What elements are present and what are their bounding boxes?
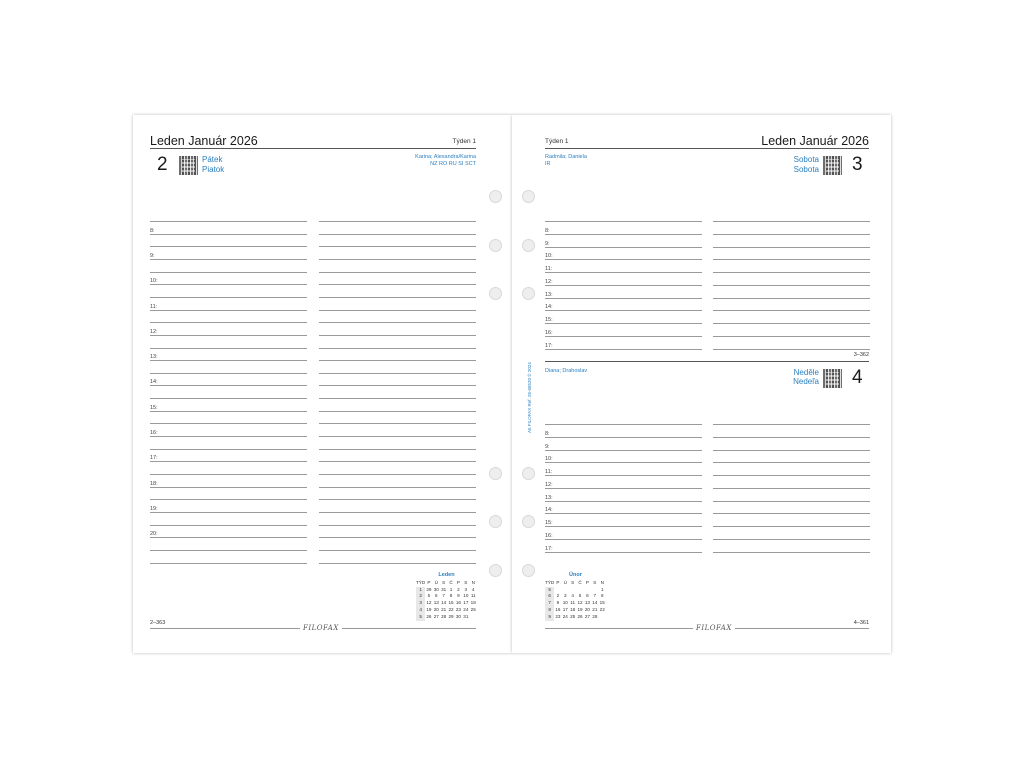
calendar-day-cell: 21	[592, 606, 598, 612]
hour-label: 10:	[150, 278, 158, 284]
calendar-day-cell: 30	[433, 586, 439, 592]
day-name-sk-saturday: Sobota	[793, 165, 819, 174]
saturday-day-count: 3–362	[853, 352, 869, 358]
page-number: 4–361	[853, 620, 869, 626]
ruled-line	[545, 450, 702, 451]
hour-label: 14:	[545, 507, 553, 513]
ruled-line	[713, 247, 870, 248]
binder-hole	[522, 564, 535, 577]
calendar-day-cell: 4	[471, 586, 475, 592]
binder-hole	[522, 467, 535, 480]
calendar-day-cell: 23	[555, 613, 561, 619]
binder-hole	[522, 515, 535, 528]
ruled-line	[713, 552, 870, 553]
ruled-line	[545, 526, 702, 527]
calendar-day-cell: 18	[470, 600, 476, 606]
day-name-cz-sunday: Neděle	[793, 368, 819, 377]
calendar-day-cell	[576, 587, 583, 594]
calendar-day-cell: 4	[571, 593, 574, 599]
ruled-line	[319, 348, 476, 349]
hour-label: 17:	[150, 455, 158, 461]
ruled-line	[545, 272, 702, 273]
ruled-line	[319, 246, 476, 247]
country-codes: NZ RO RU SI SCT	[430, 161, 476, 167]
ruled-line	[319, 550, 476, 551]
calendar-header-cell: Č	[449, 579, 453, 585]
namedays-saturday: Radmila; Daniela	[545, 154, 587, 160]
header-rule	[545, 148, 869, 149]
calendar-week-cell: 8	[545, 607, 554, 614]
ruled-line	[150, 284, 307, 285]
ruled-line	[545, 462, 702, 463]
calendar-day-cell	[569, 587, 576, 594]
ruled-line	[319, 259, 476, 260]
calendar-day-cell: 28	[441, 613, 447, 619]
week-label: Týden 1	[545, 138, 569, 145]
calendar-week-cell: 6	[545, 593, 554, 600]
calendar-day-cell: 17	[463, 600, 469, 606]
ruled-line	[713, 462, 870, 463]
calendar-week-cell: 9	[545, 614, 554, 621]
calendar-day-cell: 22	[599, 606, 605, 612]
calendar-header-cell: P	[556, 579, 560, 585]
calendar-day-cell	[584, 587, 591, 594]
ruled-line	[150, 360, 307, 361]
calendar-day-cell: 8	[449, 593, 453, 599]
ruled-line	[713, 513, 870, 514]
calendar-header-cell: S	[593, 579, 597, 585]
ruled-line	[713, 310, 870, 311]
ruled-line	[319, 423, 476, 424]
day-number: 2	[157, 154, 168, 175]
ruled-line	[150, 234, 307, 235]
ruled-line	[150, 423, 307, 424]
ruled-line	[150, 373, 307, 374]
ruled-line	[545, 247, 702, 248]
binder-hole	[489, 239, 502, 252]
ruled-line	[713, 259, 870, 260]
calendar-day-cell: 6	[434, 593, 438, 599]
day-name-sk-sunday: Nedeľa	[793, 377, 819, 386]
calendar-day-cell: 14	[592, 600, 598, 606]
ruled-line	[545, 234, 702, 235]
calendar-day-cell: 3	[563, 593, 567, 599]
ruled-line	[150, 525, 307, 526]
hour-label: 10:	[545, 456, 553, 462]
ruled-line	[713, 475, 870, 476]
ruled-line	[713, 501, 870, 502]
ruled-line	[713, 234, 870, 235]
ruled-line	[150, 398, 307, 399]
ruled-line	[545, 475, 702, 476]
ruled-line	[319, 322, 476, 323]
mini-calendar-grid	[416, 580, 477, 621]
ruled-line	[545, 310, 702, 311]
calendar-day-cell: 14	[441, 600, 447, 606]
calendar-day-cell: 7	[593, 593, 597, 599]
calendar-header-cell: S	[464, 579, 468, 585]
calendar-day-cell	[470, 614, 477, 621]
day-number-sunday: 4	[852, 367, 863, 388]
calendar-header-cell: Č	[578, 579, 582, 585]
ruled-line	[545, 424, 702, 425]
ruled-line	[150, 436, 307, 437]
calendar-day-cell: 17	[562, 606, 568, 612]
qr-code-icon	[823, 156, 842, 175]
calendar-week-cell: 2	[416, 593, 425, 600]
calendar-day-cell: 26	[577, 613, 583, 619]
calendar-day-cell: 2	[556, 593, 560, 599]
calendar-day-cell: 26	[426, 613, 432, 619]
calendar-day-cell: 16	[555, 606, 561, 612]
day-name-sk: Piatok	[202, 165, 225, 174]
binder-hole	[522, 190, 535, 203]
country-codes-saturday: IR	[545, 161, 551, 167]
calendar-header-cell: S	[442, 579, 446, 585]
hour-label: 12:	[150, 329, 158, 335]
calendar-day-cell: 7	[442, 593, 445, 599]
hour-label: 19:	[150, 506, 158, 512]
calendar-day-cell: 30	[455, 613, 461, 619]
mini-calendar-grid	[545, 580, 606, 621]
calendar-day-cell: 6	[586, 593, 589, 599]
ruled-line	[150, 221, 307, 222]
hour-label: 11:	[545, 469, 553, 475]
qr-code-icon	[179, 156, 198, 175]
calendar-day-cell: 31	[463, 613, 469, 619]
calendar-day-cell: 13	[433, 600, 439, 606]
ruled-line	[713, 221, 870, 222]
calendar-header-cell: Ú	[434, 579, 438, 585]
ruled-line	[545, 437, 702, 438]
calendar-week-cell: 5	[545, 587, 554, 594]
calendar-day-cell: 29	[448, 613, 454, 619]
calendar-day-cell: 12	[577, 600, 583, 606]
ruled-line	[319, 436, 476, 437]
header-rule	[150, 148, 476, 149]
ruled-line	[319, 537, 476, 538]
calendar-header-cell: TÝD	[416, 579, 426, 585]
binder-hole	[489, 190, 502, 203]
calendar-day-cell: 29	[426, 586, 432, 592]
ruled-line	[713, 298, 870, 299]
ruled-line	[319, 234, 476, 235]
ruled-line	[150, 310, 307, 311]
ruled-line	[319, 221, 476, 222]
calendar-day-cell: 1	[600, 586, 604, 592]
calendar-day-cell: 21	[441, 606, 447, 612]
calendar-header-cell: P	[427, 579, 431, 585]
ruled-line	[150, 499, 307, 500]
spine-text: A5 FILOFAX Ref. 26-68520 © 2024	[527, 362, 532, 433]
hour-label: 15:	[150, 405, 158, 411]
calendar-week-cell: 1	[416, 587, 425, 594]
hour-label: 13:	[545, 292, 553, 298]
page-title: Leden Január 2026	[150, 134, 258, 148]
ruled-line	[545, 501, 702, 502]
binder-hole	[489, 467, 502, 480]
ruled-line	[545, 488, 702, 489]
hour-label: 9:	[545, 241, 550, 247]
page-number: 2–363	[150, 620, 166, 626]
calendar-day-cell	[591, 587, 598, 594]
ruled-line	[713, 424, 870, 425]
calendar-header-cell: S	[571, 579, 575, 585]
calendar-day-cell: 24	[463, 606, 469, 612]
hour-label: 18:	[150, 481, 158, 487]
hour-label: 9:	[545, 444, 550, 450]
hour-label: 8:	[545, 228, 550, 234]
binder-hole	[489, 564, 502, 577]
hour-label: 16:	[545, 330, 553, 336]
hour-label: 10:	[545, 253, 553, 259]
ruled-line	[319, 487, 476, 488]
ruled-line	[319, 449, 476, 450]
mini-calendar-title: Leden	[438, 572, 455, 578]
ruled-line	[319, 360, 476, 361]
ruled-line	[713, 437, 870, 438]
calendar-day-cell	[599, 614, 606, 621]
week-label: Týden 1	[452, 138, 476, 145]
ruled-line	[713, 272, 870, 273]
calendar-day-cell: 16	[455, 600, 461, 606]
qr-code-icon	[823, 369, 842, 388]
ruled-line	[545, 539, 702, 540]
page-title: Leden Január 2026	[761, 134, 869, 148]
hour-label: 20:	[150, 531, 158, 537]
hour-label: 8:	[150, 228, 155, 234]
ruled-line	[545, 298, 702, 299]
filofax-logo: FILOFAX	[300, 624, 342, 632]
hour-label: 11:	[150, 304, 158, 310]
filofax-logo: FILOFAX	[693, 624, 735, 632]
ruled-line	[545, 259, 702, 260]
ruled-line	[319, 272, 476, 273]
ruled-line	[319, 474, 476, 475]
ruled-line	[545, 552, 702, 553]
ruled-line	[713, 285, 870, 286]
hour-label: 12:	[545, 482, 553, 488]
ruled-line	[319, 563, 476, 564]
calendar-day-cell	[554, 587, 561, 594]
hour-label: 8:	[545, 431, 550, 437]
calendar-day-cell: 11	[570, 600, 576, 606]
calendar-week-cell: 7	[545, 600, 554, 607]
calendar-day-cell: 22	[448, 606, 454, 612]
mini-calendar-title: Únor	[569, 572, 582, 578]
ruled-line	[713, 539, 870, 540]
ruled-line	[150, 563, 307, 564]
calendar-day-cell: 15	[599, 600, 605, 606]
calendar-day-cell: 19	[426, 606, 432, 612]
calendar-header-cell: N	[471, 579, 475, 585]
ruled-line	[545, 323, 702, 324]
hour-label: 14:	[150, 379, 158, 385]
ruled-line	[150, 385, 307, 386]
calendar-day-cell: 27	[584, 613, 590, 619]
ruled-line	[319, 499, 476, 500]
calendar-day-cell: 15	[448, 600, 454, 606]
hour-label: 16:	[545, 533, 553, 539]
calendar-day-cell: 18	[570, 606, 576, 612]
hour-label: 15:	[545, 317, 553, 323]
calendar-day-cell: 5	[427, 593, 431, 599]
ruled-line	[319, 512, 476, 513]
calendar-day-cell: 10	[562, 600, 568, 606]
ruled-line	[319, 385, 476, 386]
calendar-header-cell: Ú	[563, 579, 567, 585]
ruled-line	[150, 537, 307, 538]
ruled-line	[319, 310, 476, 311]
calendar-header-cell: P	[585, 579, 589, 585]
calendar-day-cell: 24	[562, 613, 568, 619]
binder-hole	[522, 287, 535, 300]
ruled-line	[319, 461, 476, 462]
calendar-day-cell: 13	[584, 600, 590, 606]
calendar-day-cell: 9	[556, 600, 560, 606]
calendar-day-cell: 28	[592, 613, 598, 619]
ruled-line	[150, 487, 307, 488]
calendar-day-cell: 20	[584, 606, 590, 612]
left-page	[133, 115, 512, 653]
mini-calendar-leden	[416, 572, 477, 621]
ruled-line	[150, 550, 307, 551]
hour-label: 16:	[150, 430, 158, 436]
hour-label: 17:	[545, 546, 553, 552]
ruled-line	[150, 411, 307, 412]
calendar-day-cell: 31	[441, 586, 447, 592]
ruled-line	[545, 349, 702, 350]
hour-label: 11:	[545, 266, 553, 272]
ruled-line	[319, 398, 476, 399]
calendar-week-cell: 4	[416, 607, 425, 614]
calendar-week-cell: 5	[416, 614, 425, 621]
calendar-day-cell: 19	[577, 606, 583, 612]
ruled-line	[150, 259, 307, 260]
binder-hole	[522, 239, 535, 252]
binder-hole	[489, 287, 502, 300]
ruled-line	[713, 323, 870, 324]
calendar-day-cell: 12	[426, 600, 432, 606]
ruled-line	[713, 526, 870, 527]
hour-label: 14:	[545, 304, 553, 310]
calendar-day-cell: 10	[463, 593, 469, 599]
ruled-line	[150, 322, 307, 323]
ruled-line	[150, 474, 307, 475]
calendar-day-cell: 5	[578, 593, 582, 599]
mini-calendar-unor	[545, 572, 606, 621]
day-separator	[545, 361, 869, 362]
calendar-header-cell: N	[600, 579, 604, 585]
calendar-day-cell: 2	[457, 586, 460, 592]
ruled-line	[150, 335, 307, 336]
calendar-day-cell	[562, 587, 569, 594]
calendar-day-cell: 25	[470, 606, 476, 612]
ruled-line	[545, 221, 702, 222]
day-name-cz-saturday: Sobota	[793, 155, 819, 164]
ruled-line	[713, 488, 870, 489]
calendar-day-cell: 9	[457, 593, 460, 599]
ruled-line	[150, 272, 307, 273]
ruled-line	[713, 450, 870, 451]
day-number-saturday: 3	[852, 154, 863, 175]
calendar-day-cell: 1	[449, 586, 453, 592]
ruled-line	[319, 525, 476, 526]
binder-hole	[489, 515, 502, 528]
namedays-sunday: Diana; Drahoslav	[545, 368, 588, 374]
ruled-line	[150, 348, 307, 349]
ruled-line	[319, 297, 476, 298]
calendar-day-cell: 27	[433, 613, 439, 619]
hour-label: 12:	[545, 279, 553, 285]
ruled-line	[150, 449, 307, 450]
ruled-line	[545, 285, 702, 286]
day-name-cz: Pátek	[202, 155, 223, 164]
ruled-line	[713, 349, 870, 350]
calendar-day-cell: 20	[433, 606, 439, 612]
calendar-day-cell: 3	[464, 586, 468, 592]
ruled-line	[319, 373, 476, 374]
calendar-day-cell: 23	[455, 606, 461, 612]
ruled-line	[150, 246, 307, 247]
hour-label: 9:	[150, 253, 155, 259]
calendar-day-cell: 8	[600, 593, 604, 599]
ruled-line	[319, 284, 476, 285]
calendar-day-cell: 25	[570, 613, 576, 619]
calendar-header-cell: TÝD	[545, 579, 555, 585]
hour-label: 13:	[545, 495, 553, 501]
ruled-line	[150, 297, 307, 298]
calendar-week-cell: 3	[416, 600, 425, 607]
ruled-line	[545, 513, 702, 514]
ruled-line	[319, 411, 476, 412]
calendar-header-cell: P	[456, 579, 460, 585]
calendar-day-cell: 11	[470, 593, 476, 599]
hour-label: 13:	[150, 354, 158, 360]
ruled-line	[150, 512, 307, 513]
hour-label: 17:	[545, 343, 553, 349]
hour-label: 15:	[545, 520, 553, 526]
ruled-line	[319, 335, 476, 336]
ruled-line	[150, 461, 307, 462]
namedays: Karina; Alexandra/Karina	[415, 154, 476, 160]
right-page	[512, 115, 891, 653]
ruled-line	[713, 336, 870, 337]
ruled-line	[545, 336, 702, 337]
